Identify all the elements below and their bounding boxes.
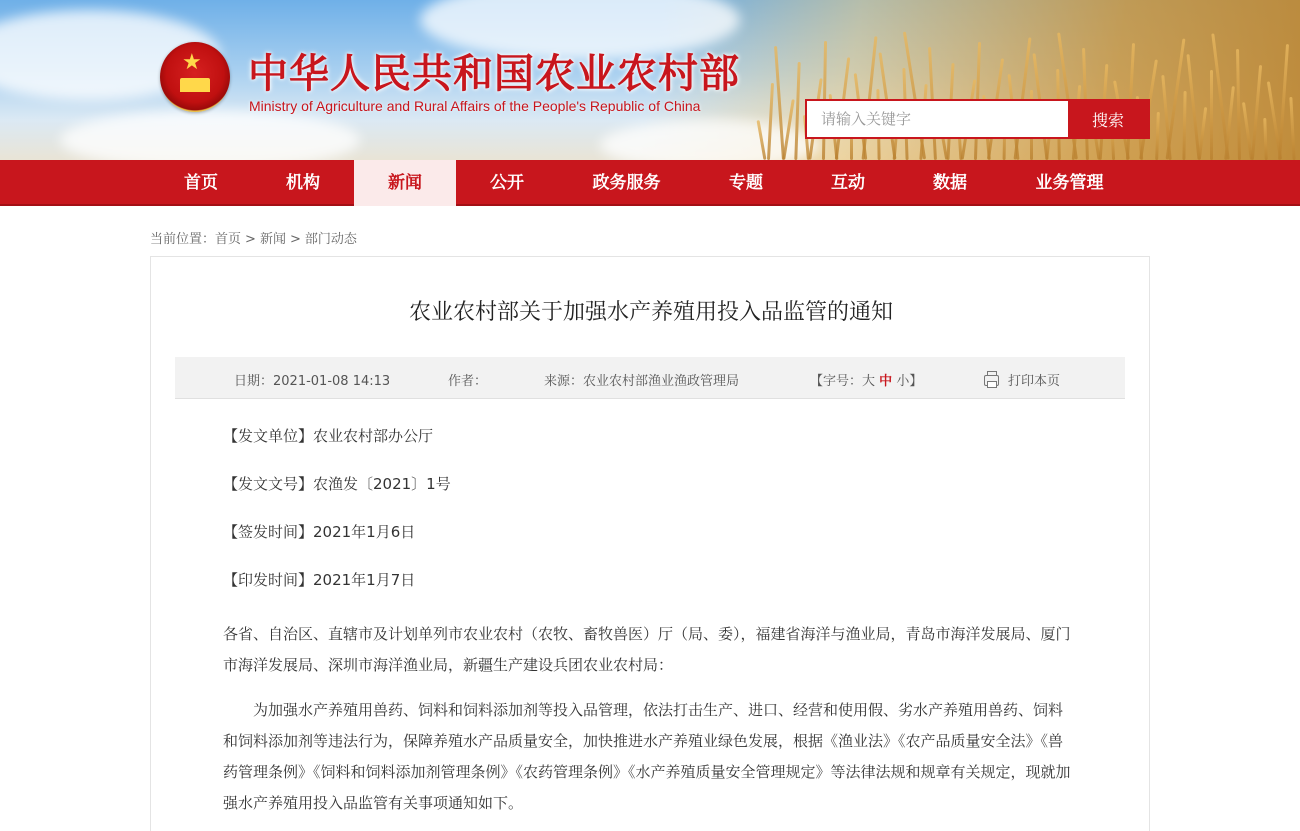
wheat-stalk (1236, 49, 1241, 160)
wheat-stalk (1278, 44, 1289, 160)
meta-author: 作者： (448, 374, 488, 389)
breadcrumb-home[interactable]: 首页 (215, 232, 242, 247)
nav-item-data[interactable]: 数据 (933, 173, 967, 193)
wheat-stalk (1251, 65, 1262, 160)
wheat-stalk (1198, 107, 1207, 160)
meta-fontsize: 【字号：大 中 小】 (810, 374, 923, 389)
banner-cloud (60, 110, 360, 160)
article-meta-bar (175, 357, 1125, 399)
print-page-button[interactable]: 打印本页 (984, 370, 1060, 389)
fontsize-large-button[interactable]: 大 (862, 374, 876, 389)
nav-item-services[interactable]: 政务服务 (592, 173, 661, 193)
site-title[interactable]: 中华人民共和国农业农村部 (248, 50, 740, 97)
search-button[interactable]: 搜索 (1068, 101, 1148, 137)
field-signing-date: 【签发时间】2021年1月6日 (223, 523, 416, 541)
main-nav (0, 160, 1300, 206)
nav-item-topics[interactable]: 专题 (729, 173, 763, 193)
field-issuing-unit: 【发文单位】农业农村部办公厅 (223, 427, 434, 445)
nav-item-public[interactable]: 公开 (490, 173, 524, 193)
wheat-stalk (1210, 70, 1213, 160)
field-issue-date: 【印发时间】2021年1月7日 (223, 571, 416, 589)
nav-item-business[interactable]: 业务管理 (1035, 173, 1104, 193)
wheat-stalk (1224, 86, 1235, 160)
breadcrumb-news[interactable]: 新闻 (259, 232, 286, 247)
nav-item-interaction[interactable]: 互动 (831, 173, 865, 193)
meta-date: 日期：2021-01-08 14:13 (234, 374, 391, 389)
article-paragraph: 为加强水产养殖用兽药、饲料和饲料添加剂等投入品管理，依法打击生产、进口、经营和使用假、劣水产养殖用兽药、饲料和饲料添加剂等违法行为，保障养殖水产品质量安全，加快推进水产养殖业绿色发展，根据《渔业法》《农产品质量安全法》《兽药管理条例》《饲料和饲料添加剂管理条例》《农药管理条例》《水产养殖质量安全管理规定》等法律法规和规章有关规定，现就加强水产养殖用投入品监管有关事项通知如下。 (223, 701, 1071, 812)
wheat-stalk (1155, 112, 1160, 160)
breadcrumb-separator: > (289, 232, 301, 247)
article-body (223, 425, 1073, 819)
search-box (805, 99, 1150, 139)
meta-date-value: 2021-01-08 14:13 (273, 374, 391, 389)
search-input[interactable] (807, 101, 1068, 137)
breadcrumb (150, 228, 357, 247)
nav-item-home[interactable]: 首页 (184, 173, 218, 193)
wheat-stalk (1263, 118, 1267, 160)
site-header (0, 0, 1300, 160)
tiananmen-icon (180, 78, 210, 92)
meta-source-value: 农业农村部渔业渔政管理局 (583, 374, 740, 389)
field-document-number: 【发文文号】农渔发〔2021〕1号 (223, 475, 451, 493)
nav-item-news[interactable]: 新闻 (354, 160, 456, 206)
article-addressee: 各省、自治区、直辖市及计划单列市农业农村（农牧、畜牧兽医）厅（局、委），福建省海洋与渔业局，青岛市海洋发展局、厦门市海洋发展局、深圳市海洋渔业局，新疆生产建设兵团农业农村局： (223, 625, 1071, 674)
national-emblem-icon (160, 42, 230, 112)
fontsize-small-button[interactable]: 小 (896, 374, 910, 389)
wheat-stalk (862, 36, 878, 160)
article-title: 农业农村部关于加强水产养殖用投入品监管的通知 (408, 300, 893, 325)
breadcrumb-department-news[interactable]: 部门动态 (304, 232, 357, 247)
printer-icon (984, 375, 999, 386)
wheat-stalk (1289, 97, 1295, 160)
nav-item-organization[interactable]: 机构 (286, 173, 320, 193)
breadcrumb-prefix: 当前位置： (150, 232, 216, 247)
wheat-stalk (1186, 54, 1200, 160)
star-icon: ★ (182, 50, 202, 75)
meta-source: 来源：农业农村部渔业渔政管理局 (544, 374, 740, 389)
fontsize-medium-button[interactable]: 中 (879, 374, 893, 389)
site-subtitle: Ministry of Agriculture and Rural Affairs of the People's Republic of China (249, 98, 701, 114)
wheat-stalk (1182, 91, 1186, 160)
breadcrumb-separator: > (245, 232, 256, 247)
article-panel (150, 256, 1150, 831)
